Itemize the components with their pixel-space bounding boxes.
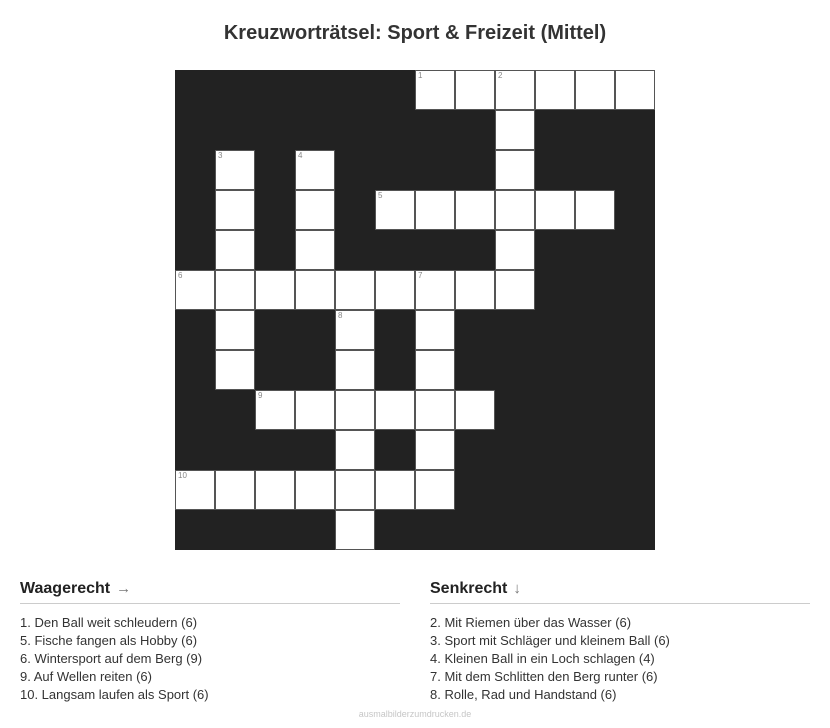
crossword-grid [175, 70, 655, 550]
grid-cell[interactable] [415, 70, 455, 110]
down-heading-label: Senkrecht [430, 580, 508, 597]
grid-cell[interactable] [215, 470, 255, 510]
grid-cell[interactable] [415, 350, 455, 390]
grid-cell[interactable] [335, 510, 375, 550]
grid-cell[interactable] [175, 270, 215, 310]
grid-cell[interactable] [215, 350, 255, 390]
grid-cell[interactable] [455, 270, 495, 310]
clue-item: 1. Den Ball weit schleudern (6) [20, 615, 198, 630]
cell-number: 9 [258, 391, 263, 400]
grid-cell[interactable] [615, 70, 655, 110]
grid-cell[interactable] [415, 390, 455, 430]
grid-cell[interactable] [495, 110, 535, 150]
grid-cell[interactable] [575, 70, 615, 110]
cell-number: 5 [378, 191, 383, 200]
grid-cell[interactable] [335, 390, 375, 430]
grid-cell[interactable] [495, 150, 535, 190]
across-clue-list [20, 614, 400, 704]
cell-number: 10 [178, 471, 187, 480]
grid-cell[interactable] [335, 350, 375, 390]
right-arrow-icon: → [116, 580, 132, 597]
grid-cell[interactable] [295, 270, 335, 310]
grid-cell[interactable] [495, 190, 535, 230]
grid-cell[interactable] [375, 190, 415, 230]
grid-cell[interactable] [335, 470, 375, 510]
clue-item: 3. Sport mit Schläger und kleinem Ball (6) [430, 633, 670, 648]
clue-item: 10. Langsam laufen als Sport (6) [20, 687, 209, 702]
page-title: Kreuzworträtsel: Sport & Freizeit (Mittel) [223, 22, 607, 44]
grid-cell[interactable] [335, 310, 375, 350]
grid-cell[interactable] [295, 470, 335, 510]
cell-number: 1 [418, 71, 423, 80]
grid-cell[interactable] [215, 270, 255, 310]
grid-cell[interactable] [255, 470, 295, 510]
grid-cell[interactable] [375, 390, 415, 430]
across-heading-label: Waagerecht [20, 580, 111, 597]
cell-number: 2 [498, 71, 503, 80]
across-heading [20, 580, 400, 604]
grid-cell[interactable] [255, 270, 295, 310]
grid-cell[interactable] [215, 310, 255, 350]
grid-cell[interactable] [375, 470, 415, 510]
grid-cell[interactable] [375, 270, 415, 310]
grid-cell[interactable] [215, 150, 255, 190]
cell-number: 8 [338, 311, 343, 320]
grid-cell[interactable] [295, 230, 335, 270]
clue-item: 6. Wintersport auf dem Berg (9) [20, 651, 203, 666]
grid-cell[interactable] [335, 270, 375, 310]
grid-cell[interactable] [495, 230, 535, 270]
watermark-text: ausmalbilderzumdrucken.de [358, 709, 472, 719]
down-arrow-icon: ↓ [513, 580, 521, 597]
grid-cell[interactable] [495, 270, 535, 310]
cell-number: 4 [298, 151, 303, 160]
grid-cell[interactable] [535, 70, 575, 110]
grid-cell[interactable] [335, 430, 375, 470]
clue-item: 2. Mit Riemen über das Wasser (6) [430, 615, 632, 630]
grid-cell[interactable] [415, 470, 455, 510]
grid-cell[interactable] [255, 390, 295, 430]
clue-item: 5. Fische fangen als Hobby (6) [20, 633, 198, 648]
grid-cell[interactable] [415, 310, 455, 350]
clue-item: 8. Rolle, Rad und Handstand (6) [430, 687, 617, 702]
clue-item: 4. Kleinen Ball in ein Loch schlagen (4) [430, 651, 655, 666]
grid-cell[interactable] [575, 190, 615, 230]
grid-cell[interactable] [415, 270, 455, 310]
down-heading [430, 580, 810, 604]
across-clues-section [20, 580, 400, 704]
grid-cell[interactable] [295, 390, 335, 430]
down-clues-section [430, 580, 810, 704]
grid-cell[interactable] [295, 190, 335, 230]
grid-cell[interactable] [415, 190, 455, 230]
clue-sections [20, 580, 810, 704]
grid-cell[interactable] [455, 190, 495, 230]
cell-number: 6 [178, 271, 183, 280]
clue-item: 7. Mit dem Schlitten den Berg runter (6) [430, 669, 658, 684]
grid-cell[interactable] [215, 190, 255, 230]
clue-item: 9. Auf Wellen reiten (6) [20, 669, 152, 684]
grid-cell[interactable] [215, 230, 255, 270]
cell-number: 7 [418, 271, 423, 280]
grid-cell[interactable] [455, 390, 495, 430]
grid-cell[interactable] [495, 70, 535, 110]
grid-cell[interactable] [295, 150, 335, 190]
grid-cell[interactable] [455, 70, 495, 110]
grid-cell[interactable] [175, 470, 215, 510]
grid-cell[interactable] [535, 190, 575, 230]
grid-cell[interactable] [415, 430, 455, 470]
cell-number: 3 [218, 151, 223, 160]
down-clue-list [430, 614, 810, 704]
